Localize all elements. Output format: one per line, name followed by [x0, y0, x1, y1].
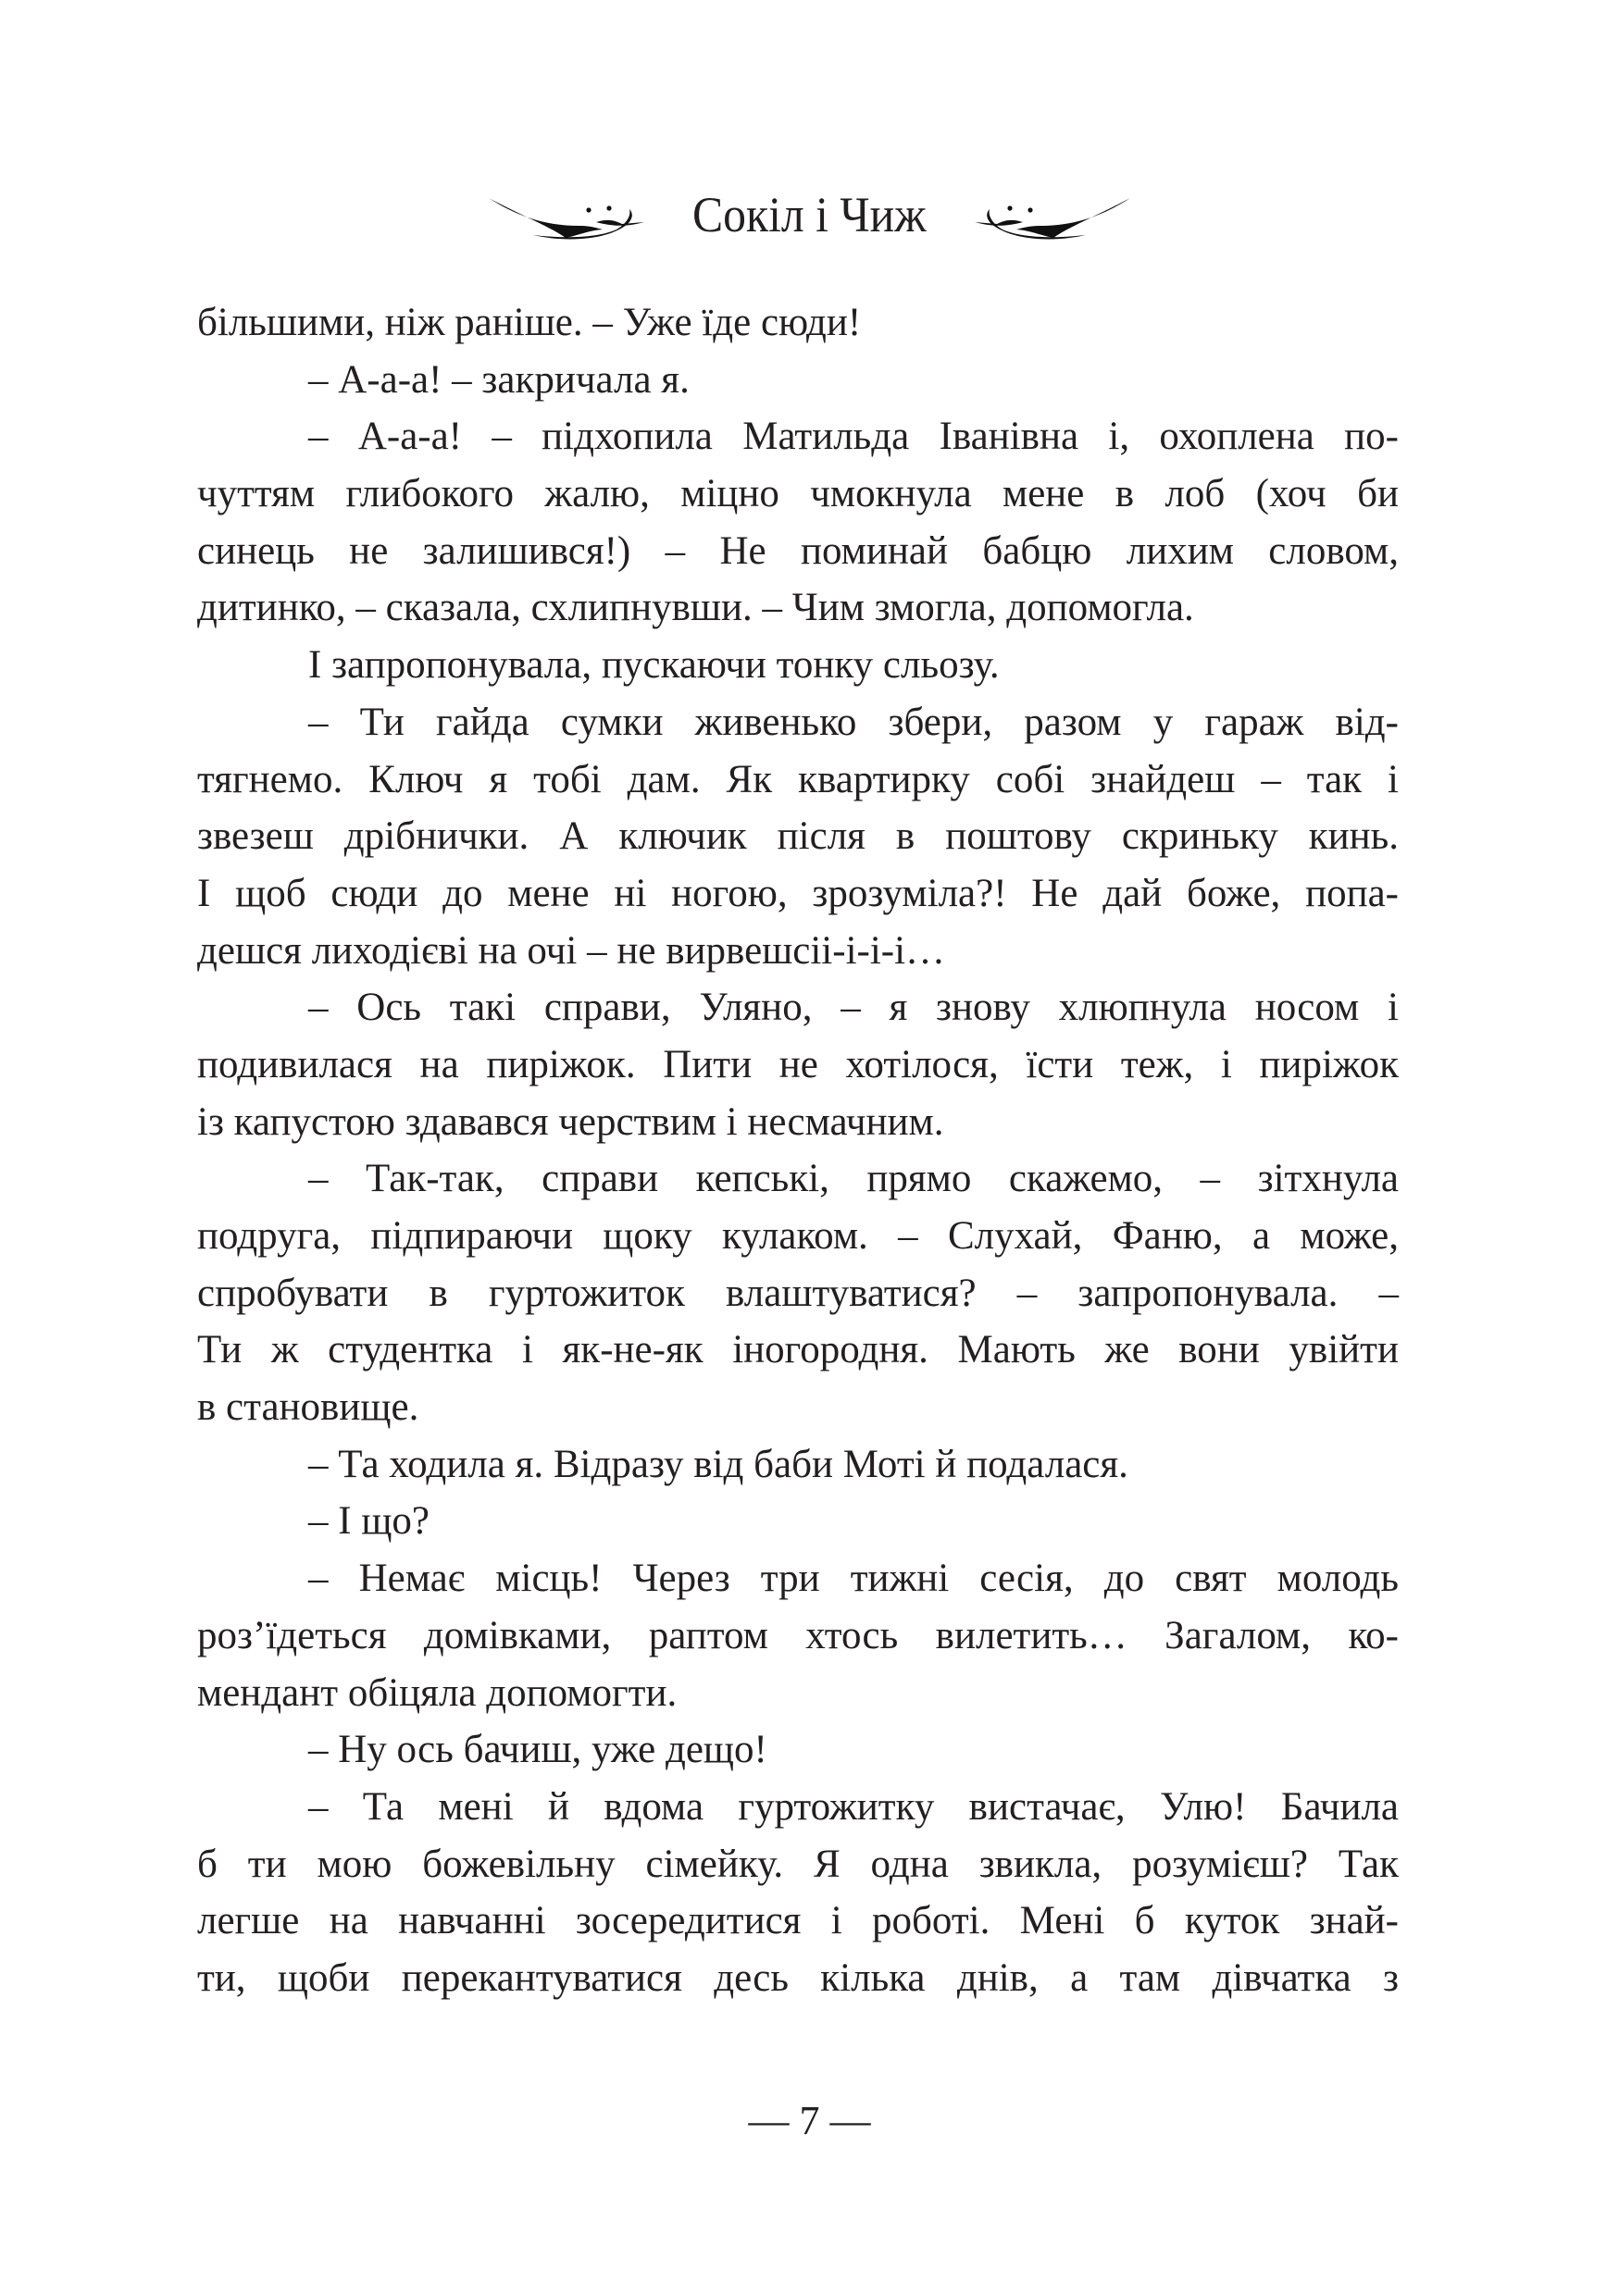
text-line	[197, 1208, 1399, 1265]
running-header	[0, 178, 1619, 252]
body-text	[197, 294, 1399, 2007]
text-line-content: – Ти гайда сумки живенько збери, разом у гараж від-	[308, 700, 1399, 744]
text-line	[197, 808, 1399, 865]
text-line	[197, 694, 1399, 751]
text-line-content: більшими, ніж раніше. – Уже їде сюди!	[197, 301, 862, 344]
text-line-content: ти, щоби перекантуватися десь кілька днів, а там дівчатка з	[197, 1955, 1399, 2000]
text-line-content: – І що?	[308, 1499, 430, 1544]
text-line-content: із капустою здавався черствим і несмачним.	[197, 1099, 944, 1144]
text-line-content: – Так-так, справи кепські, прямо скажемо, – зітхнула	[308, 1157, 1399, 1201]
text-line	[197, 1036, 1399, 1094]
text-line	[197, 523, 1399, 580]
text-line	[197, 865, 1399, 923]
book-title: Сокіл і Чиж	[692, 187, 927, 242]
text-line	[197, 408, 1399, 465]
text-line-content: – Ось такі справи, Уляно, – я знову хлюпнула носом і	[308, 986, 1399, 1030]
text-line-content: в становище.	[197, 1385, 419, 1430]
text-line-content: синець не залишився!) – Не поминай бабцю лихим словом,	[197, 528, 1399, 573]
text-line-content: мендант обіцяла допомогти.	[197, 1670, 678, 1715]
text-line-content: – Ну ось бачиш, уже дещо!	[308, 1728, 767, 1772]
text-line-content: І запропонувала, пускаючи тонку сльозу.	[308, 643, 1000, 688]
text-line-content: легше на навчанні зосередитися і роботі. Мені б куток знай-	[197, 1899, 1399, 1943]
text-line	[197, 579, 1399, 637]
text-line	[197, 1721, 1399, 1779]
text-line	[197, 352, 1399, 409]
text-line	[197, 1150, 1399, 1208]
text-line	[197, 1550, 1399, 1607]
text-line-content: спробувати в гуртожиток влаштуватися? – запропонувала. –	[197, 1271, 1399, 1315]
text-line	[197, 1607, 1399, 1665]
text-line-content: – А-а-а! – закричала я.	[308, 357, 690, 402]
text-line-content: чуттям глибокого жалю, міцно чмокнула мене в лоб (хоч би	[197, 472, 1399, 516]
text-line-content: б ти мою божевільну сімейку. Я одна звикла, розумієш? Так	[197, 1842, 1399, 1886]
text-line	[197, 751, 1399, 809]
page-number: — 7 —	[748, 2098, 871, 2143]
text-line	[197, 465, 1399, 523]
text-line-content: І щоб сюди до мене ні ногою, зрозуміла?! Не дай боже, попа-	[197, 871, 1399, 915]
swash-ornament-right-icon	[961, 187, 1141, 242]
text-line-content: – Та ходила я. Відразу від баби Моті й подалася.	[308, 1442, 1128, 1486]
text-line	[197, 1493, 1399, 1550]
text-line-content: – А-а-а! – підхопила Матильда Іванівна і, охоплена по-	[308, 415, 1399, 459]
text-line	[197, 1322, 1399, 1379]
text-line	[197, 1265, 1399, 1322]
text-line-content: дешся лиходієві на очі – не вирвешсіі-і-і-і…	[197, 928, 946, 973]
text-line	[197, 923, 1399, 980]
text-line	[197, 294, 1399, 352]
text-line	[197, 1665, 1399, 1722]
text-line-content: тягнемо. Ключ я тобі дам. Як квартирку собі знайдеш – так і	[197, 757, 1399, 801]
text-line-content: – Немає місць! Через три тижні сесія, до свят молодь	[308, 1557, 1399, 1601]
text-line	[197, 1779, 1399, 1836]
text-line	[197, 1379, 1399, 1436]
text-line	[197, 1094, 1399, 1151]
text-line-content: Ти ж студентка і як-не-як іногородня. Мають же вони увійти	[197, 1328, 1399, 1372]
swash-ornament-left-icon	[478, 187, 658, 242]
text-line-content: подивилася на пиріжок. Пити не хотілося, їсти теж, і пиріжок	[197, 1042, 1399, 1086]
text-line	[197, 979, 1399, 1036]
text-line-content: дитинко, – сказала, схлипнувши. – Чим змогла, допомогла.	[197, 586, 1194, 630]
text-line	[197, 1950, 1399, 2007]
text-line-content: подруга, підпираючи щоку кулаком. – Слухай, Фаню, а може,	[197, 1214, 1399, 1258]
text-line	[197, 1836, 1399, 1893]
text-line	[197, 1893, 1399, 1950]
text-line-content: роз’їдеться домівками, раптом хтось вилетить… Загалом, ко-	[197, 1613, 1399, 1657]
text-line	[197, 637, 1399, 694]
text-line-content: – Та мені й вдома гуртожитку вистачає, Улю! Бачила	[308, 1784, 1399, 1829]
text-line	[197, 1436, 1399, 1494]
text-line-content: звезеш дрібнички. А ключик після в поштову скриньку кинь.	[197, 814, 1399, 859]
